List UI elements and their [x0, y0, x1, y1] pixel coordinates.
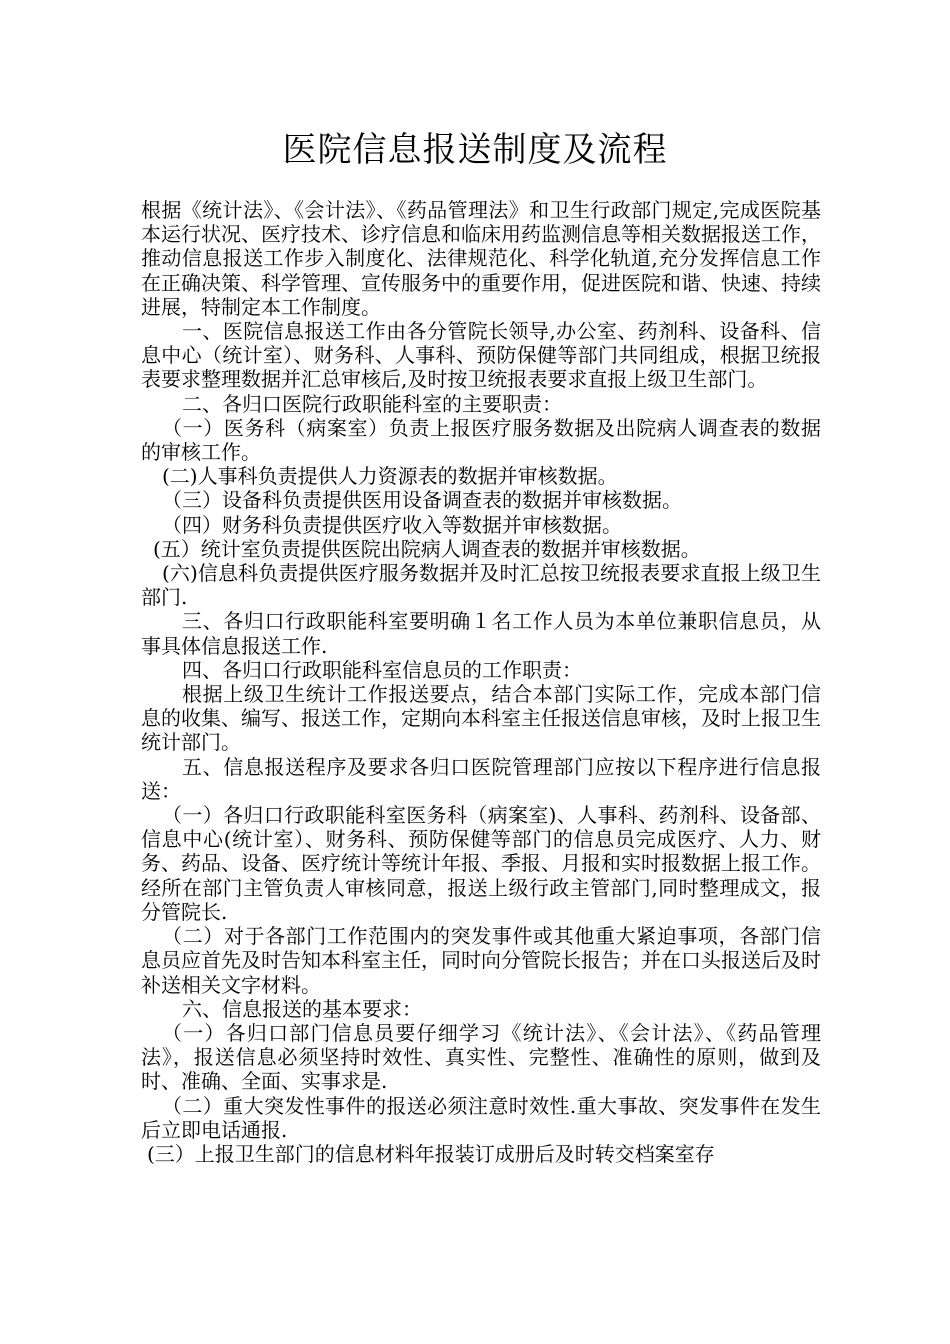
- intro-paragraph: 根据《统计法》、《会计法》、《药品管理法》和卫生行政部门规定,完成医院基本运行状况、医疗技术、诊疗信息和临床用药监测信息等相关数据报送工作，推动信息报送工作步入制度化、法律规范化、科学化轨道,充分发挥信息工作在正确决策、科学管理、宣传服务中的重要作用，促进医院和谐、快速、持续进展，特制定本工作制度。: [141, 198, 821, 319]
- section-6-item-1: （一）各归口部门信息员要仔细学习《统计法》、《会计法》、《药品管理法》，报送信息必须坚持时效性、真实性、完整性、准确性的原则，做到及时、准确、全面、实事求是.: [141, 1020, 821, 1094]
- section-2-item-5: (五）统计室负责提供医院出院病人调查表的数据并审核数据。: [153, 536, 701, 561]
- section-6-heading: 六、信息报送的基本要求：: [182, 996, 422, 1021]
- section-2-item-2: (二)人事科负责提供人力资源表的数据并审核数据。: [162, 464, 618, 489]
- section-4-heading: 四、各归口行政职能科室信息员的工作职责：: [182, 657, 582, 682]
- section-2-item-3: （三）设备科负责提供医用设备调查表的数据并审核数据。: [162, 488, 682, 513]
- section-6-item-3: (三）上报卫生部门的信息材料年报装订成册后及时转交档案室存: [147, 1141, 715, 1166]
- section-2-item-4: （四）财务科负责提供医疗收入等数据并审核数据。: [162, 512, 622, 537]
- document-title: 医院信息报送制度及流程: [282, 130, 668, 170]
- section-2-item-1: （一）医务科（病案室）负责上报医疗服务数据及出院病人调查表的数据的审核工作。: [141, 415, 821, 465]
- section-5-item-1: （一）各归口行政职能科室医务科（病案室)、人事科、药剂科、设备部、信息中心(统计室）、财务科、预防保健等部门的信息员完成医疗、人力、财务、药品、设备、医疗统计等统计年报、季报、月报和实时报数据上报工作。经所在部门主管负责人审核同意，报送上级行政主管部门,同时整理成文，报分管院长.: [141, 803, 821, 924]
- section-1-paragraph: 一、医院信息报送工作由各分管院长领导,办公室、药剂科、设备科、信息中心（统计室）、财务科、人事科、预防保健等部门共同组成，根据卫统报表要求整理数据并汇总审核后,及时按卫统报表要求直报上级卫生部门。: [141, 319, 821, 392]
- section-6-item-2: （二）重大突发性事件的报送必须注意时效性.重大事故、突发事件在发生后立即电话通报.: [141, 1093, 821, 1142]
- section-3-paragraph: 三、各归口行政职能科室要明确１名工作人员为本单位兼职信息员，从事具体信息报送工作.: [141, 609, 821, 658]
- section-5-item-2: （二）对于各部门工作范围内的突发事件或其他重大紧迫事项，各部门信息员应首先及时告知本科室主任，同时向分管院长报告；并在口头报送后及时补送相关文字材料。: [141, 924, 821, 997]
- section-2-heading: 二、各归口医院行政职能科室的主要职责：: [182, 391, 562, 416]
- document-body: [141, 198, 821, 1166]
- section-2-item-6: (六)信息科负责提供医疗服务数据并及时汇总按卫统报表要求直报上级卫生部门.: [141, 561, 821, 610]
- section-4-paragraph: 根据上级卫生统计工作报送要点，结合本部门实际工作，完成本部门信息的收集、编写、报送工作，定期向本科室主任报送信息审核，及时上报卫生统计部门。: [141, 682, 821, 755]
- section-5-heading: 五、信息报送程序及要求各归口医院管理部门应按以下程序进行信息报送：: [141, 754, 821, 803]
